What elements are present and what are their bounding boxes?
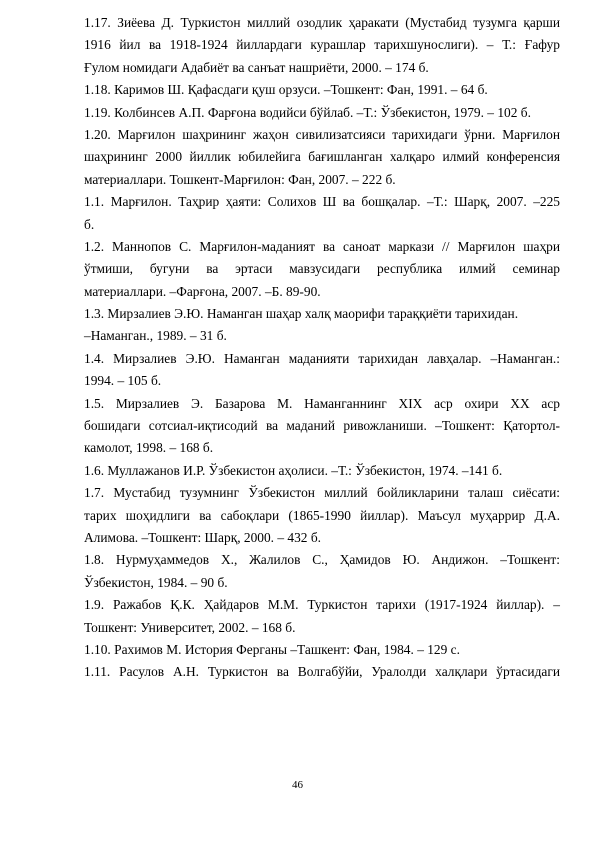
text-line: 1.1. Марғилон. Таҳрир ҳаяти: Солихов Ш ва бошқалар. –Т.: Шарқ, 2007. –225 (84, 194, 560, 210)
text-line: 1.7. Мустабид тузумнинг Ўзбекистон миллий бойликларини талаш сиёсати: (84, 485, 560, 501)
text-line: Алимова. –Тошкент: Шарқ, 2000. – 432 б. (84, 529, 322, 545)
text-line: –Наманган., 1989. – 31 б. (84, 328, 227, 344)
text-line: материаллари. –Фарғона, 2007. –Б. 89-90. (84, 283, 321, 299)
text-line: 1.20. Марғилон шаҳрининг жаҳон сивилизатсияси тарихидаги ўрни. Марғилон (84, 126, 560, 142)
text-line: Тошкент: Университет, 2002. – 168 б. (84, 619, 296, 635)
text-line: 1.2. Маннопов С. Марғилон-маданият ва саноат маркази // Марғилон шаҳри (84, 238, 560, 254)
text-line: бошидаги сотсиал-иқтисодий ва маданий ривожланиши. –Тошкент: Қатортол- (84, 418, 560, 434)
page-number: 46 (292, 779, 303, 791)
text-line: 1.19. Колбинсев А.П. Фарғона водийси бўйлаб. –Т.: Ўзбекистон, 1979. – 102 б. (84, 104, 531, 120)
text-line: 1994. – 105 б. (84, 373, 162, 389)
text-line: шаҳрининг 2000 йиллик юбилейига бағишланган халқаро илмий конференсия (84, 149, 560, 165)
text-line: 1.10. Рахимов М. История Ферганы –Ташкент: Фан, 1984. – 129 с. (84, 641, 460, 657)
text-line: 1.9. Ражабов Қ.К. Ҳайдаров М.М. Туркистон тарихи (1917-1924 йиллар). – (84, 597, 560, 613)
text-line: материаллари. Тошкент-Марғилон: Фан, 2007. – 222 б. (84, 171, 396, 187)
text-line: тарих шоҳидлиги ва сабоқлари (1865-1990 йиллар). Маъсул муҳаррир Д.А. (84, 507, 560, 523)
text-line: Ўзбекистон, 1984. – 90 б. (84, 574, 228, 590)
text-line: 1.18. Каримов Ш. Қафасдаги қуш орзуси. –Тошкент: Фан, 1991. – 64 б. (84, 82, 488, 98)
text-line: 1.5. Мирзалиев Э. Базарова М. Наманганнинг XIX аср охири XX аср (84, 395, 560, 411)
text-line: 1.6. Муллажанов И.Р. Ўзбекистон аҳолиси. –Т.: Ўзбекистон, 1974. –141 б. (84, 462, 503, 478)
text-line: Ғулом номидаги Адабиёт ва санъат нашриёти, 2000. – 174 б. (84, 59, 429, 75)
text-line: ўтмиши, бугуни ва эртаси мавзусидаги республика илмий семинар (84, 261, 560, 277)
text-line: 1.8. Нурмуҳаммедов Х., Жалилов С., Ҳамидов Ю. Андижон. –Тошкент: (84, 552, 560, 568)
text-line: б. (84, 216, 95, 232)
text-line: 1.17. Зиёева Д. Туркистон миллий озодлик ҳаракати (Мустабид тузумга қарши (84, 15, 560, 30)
text-line: 1.4. Мирзалиев Э.Ю. Наманган маданияти тарихидан лавҳалар. –Наманган.: (84, 350, 560, 366)
text-line: 1.11. Расулов А.Н. Туркистон ва Волгабўйи, Уралолди халқлари ўртасидаги (84, 664, 560, 680)
text-line: 1.3. Мирзалиев Э.Ю. Наманган шаҳар халқ маорифи тараққиёти тарихидан. (84, 306, 519, 322)
text-line: камолот, 1998. – 168 б. (84, 440, 214, 456)
bibliography-page (84, 12, 560, 684)
text-line: 1916 йил ва 1918-1924 йиллардаги курашлар тарихшунослиги). – Т.: Ғафур (84, 37, 560, 53)
